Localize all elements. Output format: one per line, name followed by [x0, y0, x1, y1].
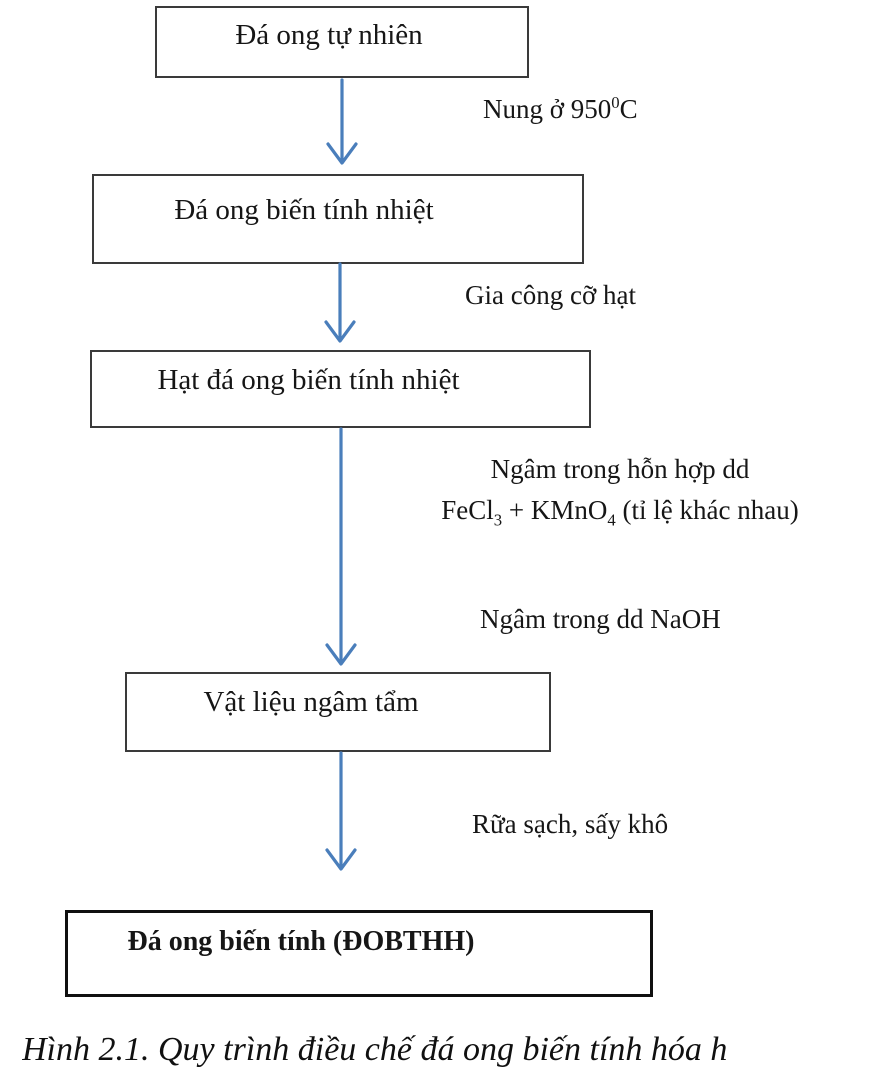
- label-soak-mixture-step: [420, 449, 820, 531]
- calcine-unit: C: [619, 94, 638, 124]
- chem-fecl: FeCl: [441, 495, 494, 526]
- arrow-down-1: [328, 80, 356, 163]
- arrow-down-4: [327, 753, 355, 869]
- soak-mixture-line1: Ngâm trong hỗn hợp dd: [490, 454, 750, 484]
- label-grinding-step: Gia công cỡ hạt: [465, 280, 636, 310]
- calcine-text: Nung ở 950: [483, 94, 612, 124]
- chem-kmno: + KMnO: [502, 495, 608, 526]
- arrow-down-2: [326, 264, 354, 341]
- ratio-note: (tỉ lệ khác nhau): [615, 495, 799, 526]
- flow-box-heat-modified-granules: [90, 350, 591, 428]
- kmno-subscript: 4: [607, 510, 616, 530]
- flow-box-impregnated-material: [125, 672, 551, 752]
- flow-box-heat-modified-laterite: [92, 174, 584, 264]
- flow-box-label: Đá ong biến tính (ĐOBTHH): [127, 926, 475, 957]
- label-wash-dry-step: Rữa sạch, sấy khô: [472, 809, 669, 839]
- flow-box-label: Hạt đá ong biến tính nhiệt: [157, 364, 460, 396]
- degree-superscript: 0: [611, 93, 620, 112]
- flow-box-label: Vật liệu ngâm tẩm: [203, 686, 419, 718]
- flow-box-label: Đá ong tự nhiên: [235, 19, 423, 51]
- label-soak-naoh-step: Ngâm trong dd NaOH: [480, 604, 721, 634]
- label-calcination-step: [483, 93, 638, 127]
- arrow-down-3: [327, 429, 355, 664]
- flow-box-modified-laterite-final: [65, 910, 653, 997]
- flow-box-natural-laterite: [155, 6, 529, 78]
- flow-box-label: Đá ong biến tính nhiệt: [174, 194, 434, 226]
- figure-caption: Hình 2.1. Quy trình điều chế đá ong biến tính hóa h: [22, 1031, 728, 1068]
- soak-mixture-line2: [420, 490, 820, 531]
- fecl-subscript: 3: [493, 510, 503, 530]
